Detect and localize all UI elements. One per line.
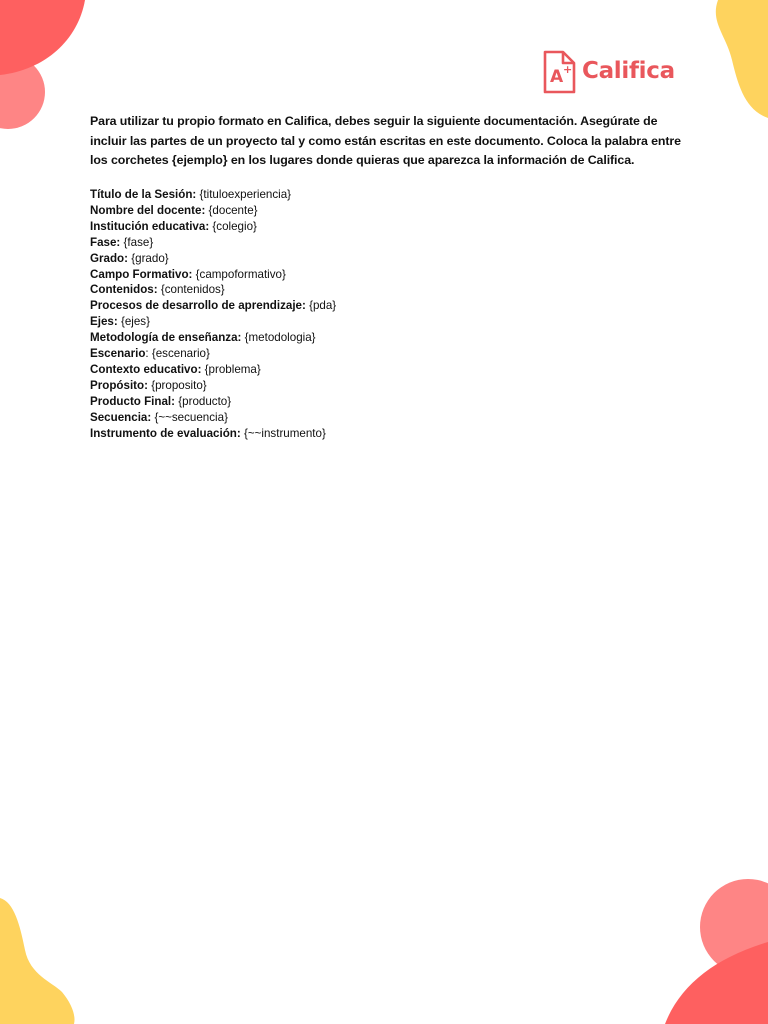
svg-text:A: A — [550, 67, 564, 87]
field-placeholder: {campoformativo} — [195, 267, 286, 281]
field-placeholder: {producto} — [178, 394, 232, 408]
field-label: Contenidos: — [90, 283, 158, 297]
field-fase — [90, 235, 690, 251]
field-label: Escenario — [90, 347, 146, 361]
field-placeholder: {ejes} — [120, 315, 150, 329]
field-contexto — [90, 362, 690, 378]
field-placeholder: {tituloexperiencia} — [199, 188, 292, 201]
field-placeholder: {grado} — [131, 251, 169, 265]
field-placeholder: {docente} — [208, 203, 258, 217]
field-titulo — [90, 187, 690, 203]
a-plus-document-icon — [541, 49, 579, 95]
top-right-yellow-blob — [716, 0, 768, 118]
field-placeholder: {problema} — [204, 362, 261, 376]
bottom-left-yellow-blob — [0, 898, 75, 1024]
field-label: Título de la Sesión: — [90, 188, 197, 201]
field-docente — [90, 203, 690, 219]
field-instrumento — [90, 426, 690, 442]
califica-logo — [541, 49, 675, 95]
field-placeholder: {fase} — [123, 235, 154, 249]
field-label: Contexto educativo: — [90, 362, 202, 376]
field-metodologia — [90, 330, 690, 346]
field-placeholder: {metodologia} — [244, 331, 316, 345]
field-label: Campo Formativo: — [90, 267, 193, 281]
field-label: Producto Final: — [90, 394, 176, 408]
field-label: Fase: — [90, 235, 121, 249]
brand-name: Califica — [582, 58, 675, 84]
field-grado — [90, 251, 690, 267]
field-placeholder: {~~secuencia} — [154, 410, 228, 424]
field-escenario — [90, 346, 690, 362]
field-label: Nombre del docente: — [90, 203, 206, 217]
field-placeholder: : {escenario} — [145, 347, 210, 361]
field-label: Grado: — [90, 251, 129, 265]
field-placeholder: {pda} — [309, 299, 337, 313]
top-left-coral-blob — [0, 0, 85, 75]
field-list — [90, 187, 690, 442]
field-label: Metodología de enseñanza: — [90, 331, 242, 345]
field-label: Ejes: — [90, 315, 118, 329]
field-label: Instrumento de evaluación: — [90, 426, 241, 440]
field-campo-formativo — [90, 267, 690, 283]
field-label: Propósito: — [90, 378, 148, 392]
field-placeholder: {contenidos} — [160, 283, 225, 297]
field-label: Procesos de desarrollo de aprendizaje: — [90, 299, 306, 313]
field-label: Secuencia: — [90, 410, 152, 424]
field-producto — [90, 394, 690, 410]
field-placeholder: {proposito} — [151, 378, 207, 392]
field-pda — [90, 298, 690, 314]
field-ejes — [90, 314, 690, 330]
intro-paragraph: Para utilizar tu propio formato en Califica, debes seguir la siguiente documentación. Asegúrate de incluir las partes de un proyecto tal y como están escritas en este documento. Coloca la palabra entre los corchetes {ejemplo} en los lugares donde quieras que aparezca la información de Califica. — [90, 114, 681, 167]
field-placeholder: {~~instrumento} — [243, 426, 326, 440]
field-proposito — [90, 378, 690, 394]
field-contenidos — [90, 282, 690, 298]
field-secuencia — [90, 410, 690, 426]
svg-text:+: + — [563, 63, 573, 76]
field-label: Institución educativa: — [90, 219, 210, 233]
field-placeholder: {colegio} — [212, 219, 257, 233]
field-institucion — [90, 219, 690, 235]
